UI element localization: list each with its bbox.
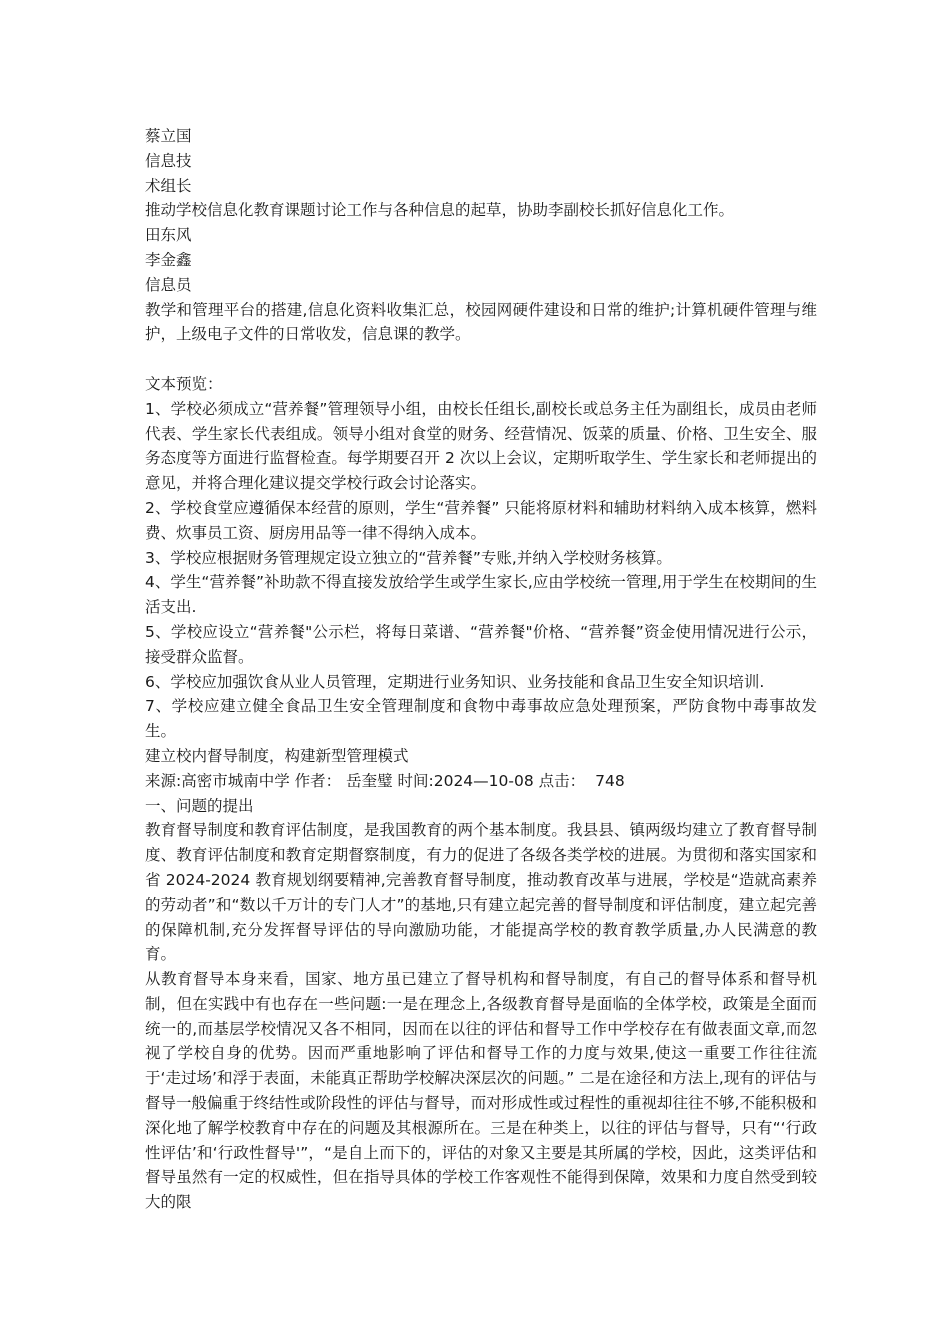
staff-duty-1: 推动学校信息化教育课题讨论工作与各种信息的起草，协助李副校长抓好信息化工作。 (145, 201, 735, 220)
staff-duty-2: 教学和管理平台的搭建,信息化资料收集汇总，校园网硬件建设和日常的维护;计算机硬件管理与维护，上级电子文件的日常收发，信息课的教学。 (145, 300, 817, 344)
staff-name-3: 李金鑫 (145, 250, 192, 269)
staff-name-1: 蔡立国 (145, 127, 192, 145)
preview-heading: 文本预览： (145, 374, 223, 393)
preview-item-1: 1、学校必须成立“营养餐”管理领导小组，由校长任组长,副校长或总务主任为副组长，成员由老师代表、学生家长代表组成。领导小组对食堂的财务、经营情况、饭菜的质量、价格、卫生安全、服务态度等方面进行监督检查。每学期要召开 2 次以上会议，定期听取学生、学生家长和老师提出的意见，并将合理化建议提交学校行政会讨论落实。 (145, 399, 817, 493)
staff-role-2: 信息员 (145, 275, 192, 294)
staff-role-1-line-1: 信息技 (145, 151, 192, 170)
preview-item-6: 6、学校应加强饮食从业人员管理，定期进行业务知识、业务技能和食品卫生安全知识培训. (145, 672, 765, 691)
preview-item-7: 7、学校应建立健全食品卫生安全管理制度和食物中毒事故应急处理预案，严防食物中毒事故发生。 (145, 697, 817, 741)
preview-item-4: 4、学生“营养餐”补助款不得直接发放给学生或学生家长,应由学校统一管理,用于学生在校期间的生活支出. (145, 573, 817, 617)
staff-role-1-line-2: 术组长 (145, 176, 192, 195)
document-page (145, 124, 817, 1215)
preview-item-2: 2、学校食堂应遵循保本经营的原则，学生“营养餐” 只能将原材料和辅助材料纳入成本核算，燃料费、炊事员工资、厨房用品等一律不得纳入成本。 (145, 498, 817, 542)
staff-name-2: 田东风 (145, 226, 192, 245)
article-title: 建立校内督导制度，构建新型管理模式 (145, 746, 409, 765)
article-view-count: 748 (595, 771, 625, 790)
preview-item-3: 3、学校应根据财务管理规定设立独立的“营养餐”专账,并纳入学校财务核算。 (145, 548, 672, 567)
article-meta (145, 769, 817, 794)
section-heading-1: 一、问题的提出 (145, 796, 254, 815)
preview-item-5: 5、学校应设立“营养餐"公示栏，将每日菜谱、“营养餐"价格、“营养餐”资金使用情况进行公示，接受群众监督。 (145, 622, 817, 666)
blank-line (145, 347, 817, 372)
article-meta-text: 来源:高密市城南中学 作者： 岳奎璧 时间:2024—10-08 点击： (145, 771, 586, 790)
article-paragraph-2: 从教育督导本身来看，国家、地方虽已建立了督导机构和督导制度，有自己的督导体系和督导机制，但在实践中有也存在一些问题:一是在理念上,各级教育督导是面临的全体学校，政策是全面而统一的,而基层学校情况又各不相同，因而在以往的评估和督导工作中学校存在有做表面文章,而忽视了学校自身的优势。因而严重地影响了评估和督导工作的力度与效果,使这一重要工作往往流于‘走过场’和浮于表面，未能真正帮助学校解决深层次的问题。” 二是在途径和方法上,现有的评估与督导一般偏重于终结性或阶段性的评估与督导，而对形成性或过程性的重视却往往不够,不能积极和深化地了解学校教育中存在的问题及其根源所在。三是在种类上，以往的评估与督导，只有“‘行政性评估’和‘行政性督导'”，“是自上而下的，评估的对象又主要是其所属的学校，因此，这类评估和督导虽然有一定的权威性，但在指导具体的学校工作客观性不能得到保障，效果和力度自然受到较大的限 (145, 970, 817, 1212)
article-paragraph-1: 教育督导制度和教育评估制度，是我国教育的两个基本制度。我县县、镇两级均建立了教育督导制度、教育评估制度和教育定期督察制度，有力的促进了各级各类学校的进展。为贯彻和落实国家和省 2024-2024 教育规划纲要精神,完善教育督导制度，推动教育改革与进展，学校是“造就高素养的劳动者”和“数以千万计的专门人才”的基地,只有建立起完善的督导制度和评估制度，建立起完善的保障机制,充分发挥督导评估的导向激励功能，才能提高学校的教育教学质量,办人民满意的教育。 (145, 821, 817, 964)
